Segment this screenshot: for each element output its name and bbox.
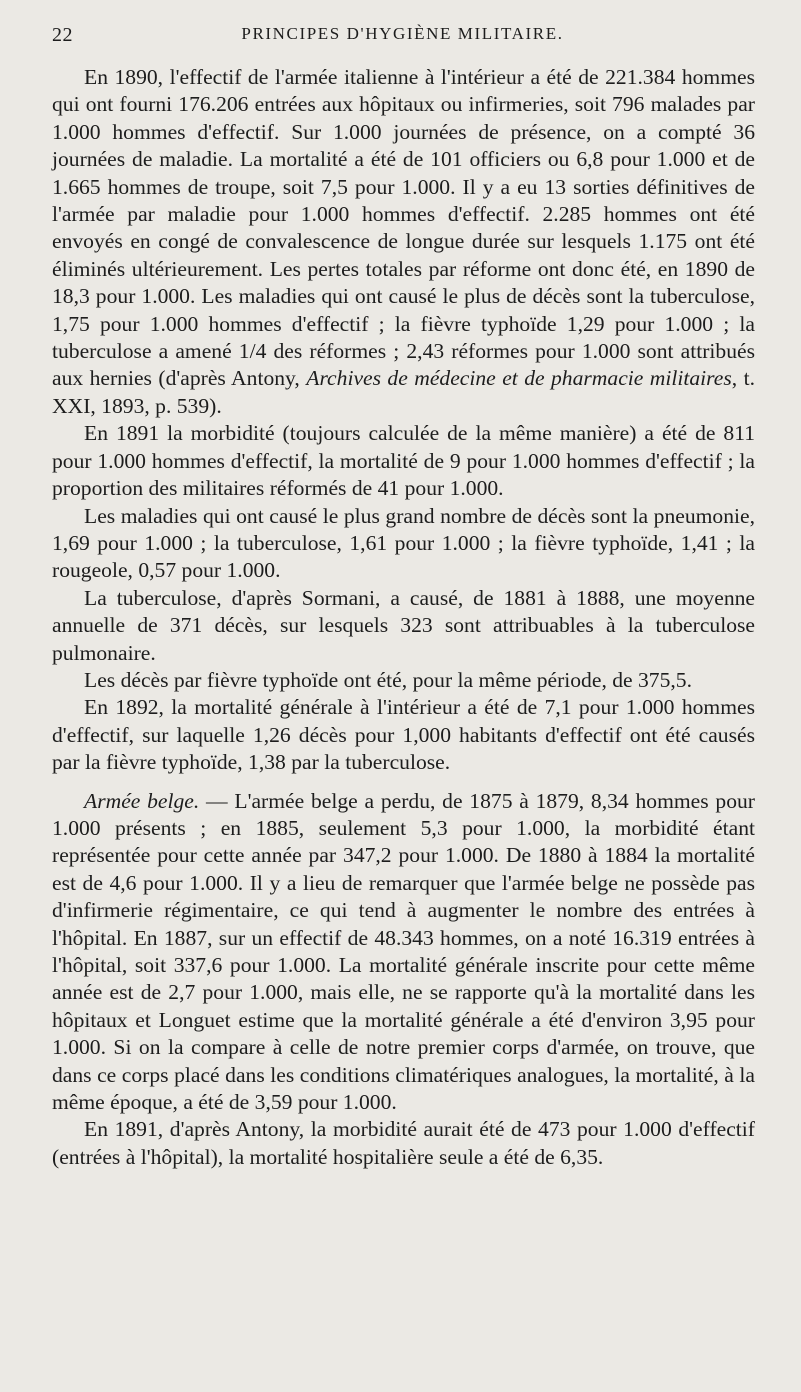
paragraph-7: [52, 788, 755, 1117]
text-span: En 1890, l'effectif de l'armée italienne à l'intérieur a été de 221.384 hommes qui ont fourni 176.206 entrées aux hôpitaux ou infirmeries, soit 796 malades par 1.000 hommes d'effectif. Sur 1.000 journées de présence, on a compté 36 journées de maladie. La mortalité a été de 101 officiers ou 6,8 pour 1.000 et de 1.665 hommes de troupe, soit 7,5 pour 1.000. Il y a eu 13 sorties définitives de l'armée par maladie pour 1.000 hommes d'effectif. 2.285 hommes ont été envoyés en congé de convalescence de longue durée sur lesquels 1.175 ont été éliminés ultérieurement. Les pertes totales par réforme ont donc été, en 1890 de 18,3 pour 1.000. Les maladies qui ont causé le plus de décès sont la tuberculose, 1,75 pour 1.000 hommes d'effectif ; la fièvre typhoïde 1,29 pour 1.000 ; la tuberculose a amené 1/4 des réformes ; 2,43 réformes pour 1.000 sont attribués aux hernies (d'après Antony,: [52, 65, 755, 391]
paragraph-3: [52, 503, 755, 585]
page-header: [52, 24, 753, 50]
paragraph-5: [52, 667, 755, 694]
page-number: 22: [52, 24, 73, 46]
journal-title: Archives de médecine et de pharmacie militaires: [306, 366, 732, 391]
paragraph-4: [52, 585, 755, 667]
text-span: Les décès par fièvre typhoïde ont été, pour la même période, de 375,5.: [84, 667, 692, 692]
paragraph-2: [52, 420, 755, 502]
text-span: — L'armée belge a perdu, de 1875 à 1879, 8,34 hommes pour 1.000 présents ; en 1885, seulement 5,3 pour 1.000, la morbidité étant représentée pour cette année par 347,2 pour 1.000. De 1880 à 1884 la mortalité est de 4,6 pour 1.000. Il y a lieu de remarquer que l'armée belge ne possède pas d'infirmerie régimentaire, ce qui tend à augmenter le nombre des entrées à l'hôpital. En 1887, sur un effectif de 48.343 hommes, on a noté 16.319 entrées à l'hôpital, soit 337,6 pour 1.000. La mortalité générale inscrite pour cette même année est de 2,7 pour 1.000, mais elle, ne se rapporte qu'à la mortalité dans les hôpitaux et Longuet estime que la mortalité générale a été d'environ 3,95 pour 1.000. Si on la compare à celle de notre premier corps d'armée, on trouve, que dans ce corps placé dans les conditions climatériques analogues, la mortalité, à la même époque, a été de 3,59 pour 1.000.: [52, 788, 755, 1115]
paragraph-1: [52, 64, 755, 420]
text-span: En 1891 la morbidité (toujours calculée de la même manière) a été de 811 pour 1.000 hommes d'effectif, la mortalité de 9 pour 1.000 hommes d'effectif ; la proportion des militaires réformés de 41 pour 1.000.: [52, 421, 755, 501]
paragraph-8: [52, 1116, 755, 1171]
text-span: , t. XXI, 1893, p. 539).: [52, 366, 755, 418]
text-span: Les maladies qui ont causé le plus grand nombre de décès sont la pneumonie, 1,69 pour 1.000 ; la tuberculose, 1,61 pour 1.000 ; la fièvre typhoïde, 1,41 ; la rougeole, 0,57 pour 1.000.: [52, 503, 755, 583]
text-span: La tuberculose, d'après Sormani, a causé, de 1881 à 1888, une moyenne annuelle de 371 décès, sur lesquels 323 sont attribuables à la tuberculose pulmonaire.: [52, 585, 755, 665]
text-span: En 1892, la mortalité générale à l'intérieur a été de 7,1 pour 1.000 hommes d'effectif, sur laquelle 1,26 décès pour 1,000 habitants d'effectif ont été causés par la fièvre typhoïde, 1,38 par la tuberculose.: [52, 695, 755, 775]
paragraph-6: [52, 694, 755, 776]
section-title: Armée belge.: [84, 788, 200, 813]
running-title: PRINCIPES D'HYGIÈNE MILITAIRE.: [241, 24, 564, 43]
body-text: [52, 64, 755, 1171]
text-span: En 1891, d'après Antony, la morbidité aurait été de 473 pour 1.000 d'effectif (entrées à l'hôpital), la mortalité hospitalière seule a été de 6,35.: [52, 1117, 755, 1169]
